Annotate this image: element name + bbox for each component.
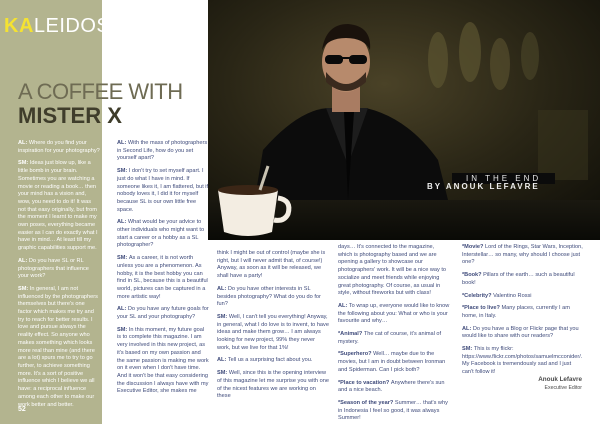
logo-suffix: LEIDOS bbox=[33, 15, 111, 37]
paragraph-text: The cat of course, it's animal of mystery. bbox=[338, 331, 442, 345]
paragraph-text: In this moment, my future goal is to complete this magazine. I am very involved in this new project, as it's based on my own passion and the same passion is making me work on it even when I don't have time. And it won't be that easy considering the discussion I always have with my Executive Editor, she makes me bbox=[117, 326, 209, 395]
paragraph bbox=[117, 219, 209, 250]
speaker-label: SM: bbox=[462, 346, 474, 353]
speaker-label: *Place to vacation? bbox=[338, 379, 391, 386]
speaker-label: *Movie? bbox=[462, 244, 486, 250]
speaker-label: SM: bbox=[217, 370, 229, 377]
paragraph-text: I don't try to set myself apart. I just do what I have in mind. If someone likes it, I am flattered, but if nobody loves it, I did it for myself because SL is our own little free space. bbox=[117, 168, 209, 213]
signature-role: Executive Editor bbox=[544, 385, 582, 391]
paragraph bbox=[462, 346, 584, 377]
paragraph-text: Well, since this is the opening interview of this magazine let me surprise you with one of the nicest features we are working on these bbox=[217, 370, 329, 400]
paragraph-text: Well, I can't tell you everything! Anyway, in general, what I do love is to invent, to have ideas and make them grow… I am always looking for new project, 99% they never work, but we live for that 1%! bbox=[217, 313, 329, 351]
speaker-label: AL: bbox=[217, 357, 228, 364]
speaker-label: AL: bbox=[338, 302, 349, 309]
paragraph-text: Tell us a surprising fact about you. bbox=[227, 357, 313, 364]
speaker-label: *Place to live? bbox=[462, 305, 502, 312]
magazine-logo bbox=[4, 16, 110, 36]
speaker-label: *Superhero? bbox=[338, 351, 374, 358]
speaker-label: SM: bbox=[117, 168, 129, 175]
paragraph bbox=[462, 272, 584, 287]
photo-caption-byline: BY ANOUK LEFAVRE bbox=[427, 182, 540, 191]
paragraph bbox=[338, 244, 450, 298]
paragraph-text: As a career, it is not worth unless you are a phenomenon. As hobby, it is the best hobby you can find in SL, because this is a beautiful world, pictures can be captured in a more artistic way! bbox=[117, 255, 208, 300]
paragraph bbox=[117, 255, 209, 301]
paragraph bbox=[18, 286, 100, 409]
paragraph bbox=[338, 331, 450, 346]
photo-caption-title: IN THE END bbox=[452, 173, 555, 184]
text-column-4 bbox=[338, 244, 450, 424]
paragraph bbox=[462, 326, 584, 341]
speaker-label: AL: bbox=[217, 285, 228, 292]
text-column-2 bbox=[117, 140, 209, 401]
speaker-label: AL: bbox=[18, 140, 29, 146]
paragraph bbox=[217, 370, 329, 401]
paragraph-text: think I might be out of control (maybe she is right, but I will never admit that, of course!) Anyway, as soon as it will be released, we shall have a party! bbox=[217, 250, 326, 280]
speaker-label: AL: bbox=[117, 306, 128, 313]
speaker-label: SM: bbox=[217, 313, 229, 320]
text-column-3 bbox=[217, 250, 329, 406]
text-column-5 bbox=[462, 244, 584, 382]
paragraph bbox=[338, 303, 450, 326]
speaker-label: *Season of the year? bbox=[338, 399, 395, 406]
speaker-label: SM: bbox=[117, 326, 129, 333]
paragraph-text: Do you have any future goals for your SL and your photography? bbox=[117, 306, 209, 321]
paragraph bbox=[117, 306, 209, 321]
paragraph-text: days… It's connected to the magazine, which is photography based and we are opening a gallery to showcase our photographers' work. It will be a nice way to socialize and meet friends while enjoying great photography. Of course, as usual in style, without fireworks but with class! bbox=[338, 244, 447, 297]
paragraph-text: Do you have SL or RL photographers that influence your work? bbox=[18, 257, 89, 280]
speaker-label: AL: bbox=[117, 140, 128, 146]
paragraph-text: Lord of the Rings, Star Wars, Inception, Interstellar… so many, why should I choose just one? bbox=[462, 244, 583, 266]
paragraph-text: Where do you find your inspiration for your photography? bbox=[18, 140, 100, 154]
logo-prefix: KA bbox=[4, 15, 34, 37]
speaker-label: AL: bbox=[18, 257, 29, 264]
text-column-1 bbox=[18, 140, 100, 414]
speaker-label: *Animal? bbox=[338, 331, 364, 338]
portrait-photo bbox=[208, 0, 600, 240]
paragraph-text: Anywhere there's sun and a nice beach. bbox=[338, 379, 445, 394]
page-number: 52 bbox=[18, 406, 26, 413]
paragraph-text: With the mass of photographers in Second Life, how do you set yourself apart? bbox=[117, 140, 208, 162]
paragraph bbox=[18, 160, 100, 252]
paragraph bbox=[217, 314, 329, 353]
speaker-label: SM: bbox=[18, 160, 30, 167]
speaker-label: AL: bbox=[462, 325, 473, 332]
paragraph-text: Ideas just blow up, like a little bomb in your brain. Sometimes you are watching a movie or reading a book… then your mind has a vision and, wow, you need to do it! It was not that easy originally, but from the moment I learnt to make my own poses, everything became easier as I can do exactly what I have in mind… At least till my graphic capabilities support me. bbox=[18, 160, 98, 252]
paragraph bbox=[117, 140, 209, 163]
paragraph bbox=[462, 293, 584, 301]
paragraph bbox=[338, 400, 450, 423]
headline-line-2: MISTER X bbox=[18, 103, 122, 128]
paragraph bbox=[117, 327, 209, 396]
speaker-label: SM: bbox=[18, 285, 30, 292]
paragraph bbox=[18, 140, 100, 155]
paragraph bbox=[18, 258, 100, 281]
paragraph-text: This is my flickr: https://www.flickr.com/photos/samuelmcconider/. My Facebook is tremendously sad and I just can't follow it! bbox=[462, 346, 583, 376]
signature-name: Anouk Lefavre bbox=[538, 376, 582, 383]
paragraph bbox=[217, 250, 329, 281]
speaker-label: SM: bbox=[117, 255, 129, 262]
paragraph-text: Do you have a Blog or Flickr page that you would like to share with our readers? bbox=[462, 325, 579, 340]
paragraph-text: Many places, currently I am home, in Italy. bbox=[462, 305, 570, 319]
portrait-photo-graphic bbox=[208, 0, 600, 240]
paragraph-text: Do you have other interests in SL besides photography? What do you do for fun? bbox=[217, 285, 321, 308]
paragraph-text: Well… maybe due to the movies, but I am in doubt between Ironman and Spiderman. Can I pick both? bbox=[338, 351, 446, 373]
paragraph-text: To wrap up, everyone would like to know the following about you: What or who is your favourite and why… bbox=[338, 302, 450, 325]
headline-line-1: A COFFEE WITH bbox=[18, 79, 183, 104]
speaker-label: *Celebrity? bbox=[462, 292, 494, 299]
paragraph bbox=[462, 305, 584, 320]
paragraph bbox=[217, 286, 329, 309]
paragraph bbox=[117, 168, 209, 214]
paragraph bbox=[338, 380, 450, 395]
paragraph-text: Valentino Rossi bbox=[493, 292, 532, 299]
paragraph-text: In general, I am not influenced by the photographers themselves but there's one factor which makes me try and try to reach for better results. I love and pursue always the reality effect. So anyone who makes something which looks more real than mine (and there are a lot) spurs me to try to go further, to achieve something more. It's a sort of positive influence which I believe we all have: a reciprocal influence among each other to make our work better and better. bbox=[18, 285, 98, 408]
speaker-label: AL: bbox=[117, 219, 128, 226]
paragraph bbox=[217, 357, 329, 365]
paragraph-text: Pillars of the earth… such a beautiful book! bbox=[462, 272, 575, 286]
paragraph-text: Summer… that's why in Indonesia I feel so good, it was always Summer! bbox=[338, 399, 448, 422]
paragraph bbox=[338, 351, 450, 374]
paragraph bbox=[462, 244, 584, 267]
speaker-label: *Book? bbox=[462, 272, 484, 279]
paragraph-text: What would be your advice to other individuals who might want to start a career or a hobby as a SL photographer? bbox=[117, 219, 205, 249]
